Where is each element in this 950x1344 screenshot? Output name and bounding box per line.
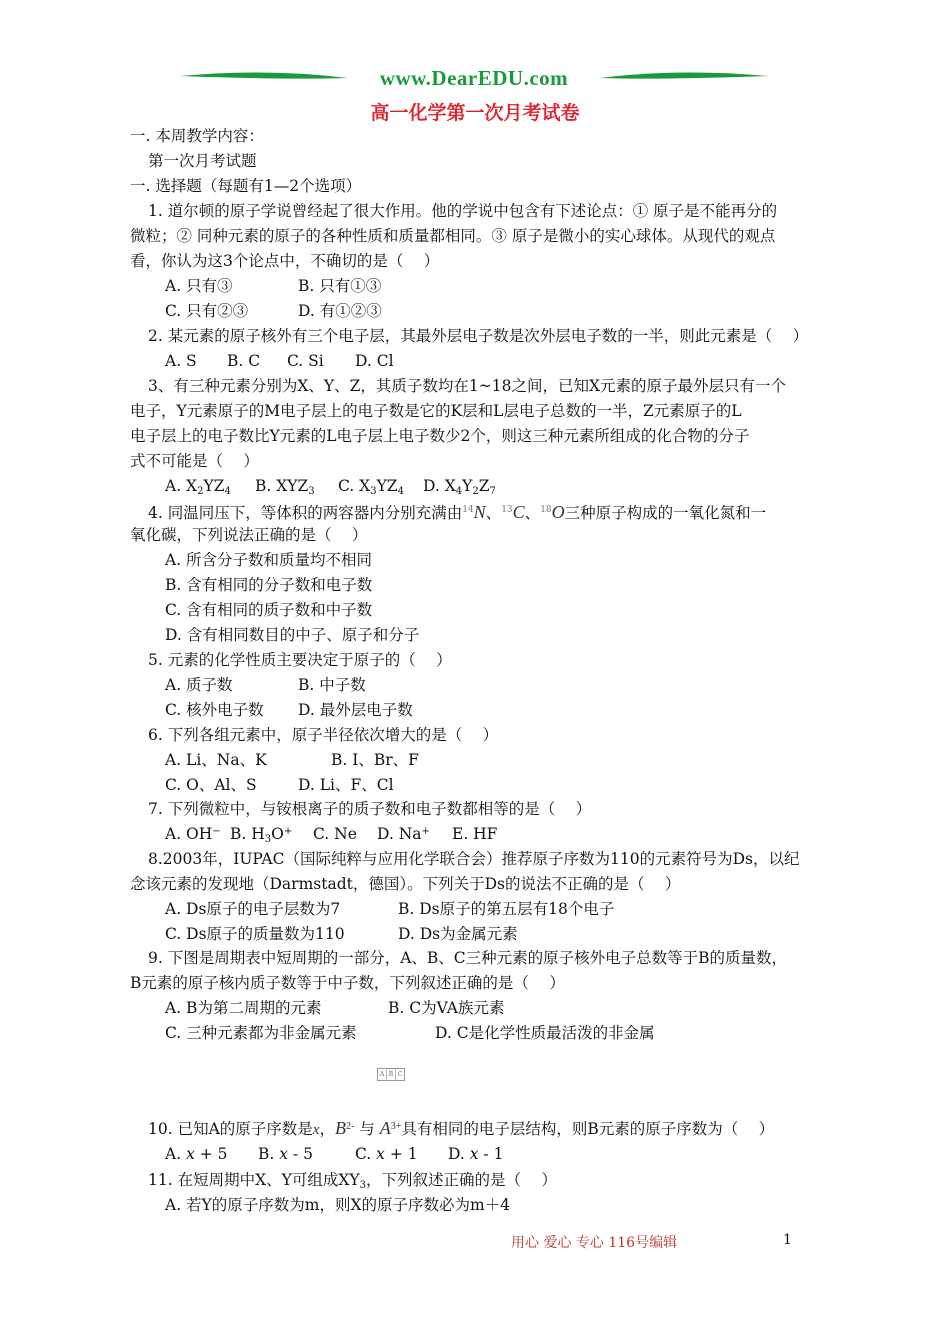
page-number: 1 [783,1232,792,1248]
isotope-o18: $^{18}$O [540,502,565,522]
q9-option-a: A. B为第二周期的元素 [165,999,322,1017]
site-url[interactable]: www.DearEDU.com [379,66,569,90]
q3-option-d: D. $X_4Y_2Z_7$ [423,477,496,497]
question-1-line-2: 微粒；② 同种元素的原子的各种性质和质量都相同。③ 原子是微小的实心球体。从现代的观点 [130,227,776,245]
q6-option-a: A. Li、Na、K [165,751,267,769]
question-4-line-2: 氧化碳，下列说法正确的是（ ） [130,526,368,544]
q10-var-x: x [312,1122,320,1138]
q7-option-b: B. $H_3O^+$ [230,825,293,845]
q2-option-b: B. C [227,352,261,370]
q4-option-c: C. 含有相同的质子数和中子数 [165,601,373,619]
q10-text-pre: 10. 已知A的原子序数是 [148,1120,313,1138]
page-title: 高一化学第一次月考试卷 [370,102,580,124]
q1-option-a: A. 只有③ [165,277,233,295]
q7-option-c: C. Ne [313,825,357,843]
isotope-n14: $^{14}$N [462,502,486,522]
question-2: 2. 某元素的原子核外有三个电子层，其最外层电子数是次外层电子数的一半，则此元素是（ ） [148,327,809,345]
q6-option-d: D. Li、F、Cl [298,776,394,794]
q10-text-mid: 与 [359,1120,375,1138]
section-heading: 一. 本周教学内容： [130,127,264,145]
q10-ion-b: $B^{2-}$ [334,1118,355,1138]
q7-option-e: E. HF [452,825,498,843]
q10-option-d: D. x - 1 [448,1145,504,1163]
q4-option-d: D. 含有相同数目的中子、原子和分子 [165,626,420,644]
question-7: 7. 下列微粒中，与铵根离子的质子数和电子数都相等的是（ ） [148,800,592,818]
q9-option-c: C. 三种元素都为非金属元素 [165,1024,357,1042]
q8-option-c: C. Ds原子的质量数为110 [165,925,345,943]
q10-ion-a: $A^{3+}$ [379,1118,402,1138]
question-10: 10. 已知A的原子序数是x，$B^{2-}$ 与 $A^{3+}$具有相同的电子层结构，则B元素的原子序数为（ ） [148,1118,775,1138]
q2-option-a: A. S [165,352,197,370]
site-banner [178,66,770,96]
q9-option-d: D. C是化学性质最活泼的非金属 [435,1024,655,1042]
q5-option-c: C. 核外电子数 [165,701,264,719]
q11-text-post: ，下列叙述正确的是（ ） [366,1171,557,1189]
question-3-line-4: 式不可能是（ ） [130,452,259,470]
section-subheading: 第一次月考试题 [148,152,257,170]
part-heading: 一. 选择题（每题有1—2个选项） [130,177,362,195]
q3-option-b: B. $XYZ_3$ [255,477,315,497]
q10-option-a: A. x + 5 [165,1145,228,1163]
periodic-table-fragment-image: A B C [377,1068,405,1081]
question-8-line-1: 8.2003年，IUPAC（国际纯粹与应用化学联合会）推荐原子序数为110的元素符号为Ds，以纪 [148,850,800,868]
q6-option-b: B. I、Br、F [331,751,419,769]
question-4-line-1: 4. 同温同压下，等体积的两容器内分别充满由$^{14}$N、$^{13}$C、$^{18}$O三种原子构成的一氧化氮和一 [148,502,767,522]
q2-option-c: C. Si [287,352,324,370]
q1-option-d: D. 有①②③ [298,302,382,320]
question-1-line-1: 1. 道尔顿的原子学说曾经起了很大作用。他的学说中包含有下述论点：① 原子是不能再分的 [148,202,778,220]
isotope-c13: $^{13}$C [501,502,525,522]
question-3-line-3: 电子层上的电子数比Y元素的L电子层上电子数少2个，则这三种元素所组成的化合物的分子 [130,427,750,445]
footer-slogan: 用心 爱心 专心 116号编辑 [511,1235,678,1251]
q8-option-a: A. Ds原子的电子层数为7 [165,900,341,918]
q3-option-c: C. $X_3YZ_4$ [338,477,404,497]
q4-text-pre: 4. 同温同压下，等体积的两容器内分别充满由 [148,504,463,522]
q5-option-b: B. 中子数 [298,676,366,694]
q10-text-post: 具有相同的电子层结构，则B元素的原子序数为（ ） [401,1120,775,1138]
q10-option-b: B. x - 5 [258,1145,313,1163]
q7-option-a: A. OH− [165,825,221,843]
question-1-line-3: 看，你认为这3个论点中，不确切的是（ ） [130,252,440,270]
question-3-line-1: 3、有三种元素分别为X、Y、Z，其质子数均在1~18之间，已知X元素的原子最外层只有一个 [148,377,787,395]
question-3-line-2: 电子，Y元素原子的M电子层上的电子数是它的K层和L层电子总数的一半，Z元素原子的L [130,402,742,420]
q4-text-post: 三种原子构成的一氧化氮和一 [564,504,767,522]
q5-option-d: D. 最外层电子数 [298,701,413,719]
question-9-line-2: B元素的原子核内质子数等于中子数，下列叙述正确的是（ ） [130,974,565,992]
question-8-line-2: 念该元素的发现地（Darmstadt，德国）。下列关于Ds的说法不正确的是（ ） [130,875,681,893]
q4-option-b: B. 含有相同的分子数和电子数 [165,576,373,594]
q6-option-c: C. O、Al、S [165,776,257,794]
q8-option-b: B. Ds原子的第五层有18个电子 [398,900,615,918]
q11-option-a: A. 若Y的原子序数为m，则X的原子序数必为m＋4 [165,1196,511,1214]
q10-option-c: C. x + 1 [355,1145,418,1163]
question-11: 11. 在短周期中X、Y可组成$XY_3$，下列叙述正确的是（ ） [148,1171,557,1191]
q2-option-d: D. Cl [355,352,394,370]
q1-option-c: C. 只有②③ [165,302,249,320]
q7-option-d: D. Na+ [377,825,430,843]
question-6: 6. 下列各组元素中，原子半径依次增大的是（ ） [148,726,499,744]
q3-option-a: A. $X_2YZ_4$ [165,477,231,497]
q8-option-d: D. Ds为金属元素 [398,925,518,943]
q1-option-b: B. 只有①③ [298,277,382,295]
question-5: 5. 元素的化学性质主要决定于原子的（ ） [148,651,452,669]
question-9-line-1: 9. 下图是周期表中短周期的一部分，A、B、C三种元素的原子核外电子总数等于B的质量数， [148,949,788,967]
q11-text-pre: 11. 在短周期中X、Y可组成XY [148,1171,360,1189]
q9-option-b: B. C为VA族元素 [388,999,505,1017]
q4-option-a: A. 所含分子数和质量均不相同 [165,551,373,569]
q5-option-a: A. 质子数 [165,676,233,694]
